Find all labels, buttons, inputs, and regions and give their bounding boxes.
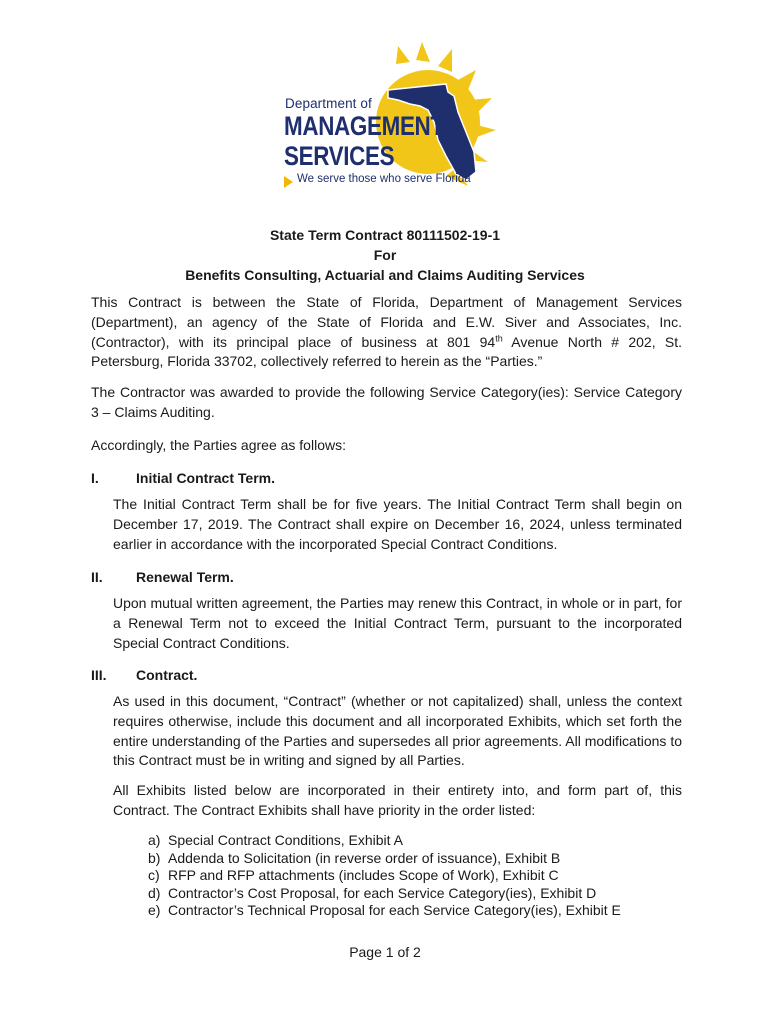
intro-text-part-1: This Contract is between the State of Florida, Department of Management Services (Department), an agency of the State of Florida and E.W. Siver and Associates, Inc. (Contractor), with its principal place of business at 801 94	[91, 294, 682, 350]
section-3-title: Contract.	[136, 667, 198, 683]
section-3-number: III.	[91, 667, 107, 683]
list-item	[148, 902, 688, 920]
dms-logo	[270, 40, 520, 190]
section-2-number: II.	[91, 569, 103, 585]
exhibit-letter: a)	[148, 832, 161, 848]
exhibit-list	[148, 832, 688, 920]
section-3-paragraph-2: All Exhibits listed below are incorporated in their entirety into, and form part of, this Contract. The Contract Exhibits shall have priority in the order listed:	[113, 782, 682, 818]
intro-paragraph-parties	[91, 293, 682, 372]
contract-title	[0, 225, 770, 285]
list-item	[148, 885, 688, 903]
section-2-title: Renewal Term.	[136, 569, 234, 585]
intro-text-part-2: Avenue North # 202, St. Petersburg, Florida 33702, collectively referred to herein as the “Parties.”	[91, 333, 682, 370]
exhibit-text: Special Contract Conditions, Exhibit A	[168, 832, 404, 848]
logo-tagline: We serve those who serve Florida	[297, 173, 471, 185]
section-1-paragraph: The Initial Contract Term shall be for five years. The Initial Contract Term shall begin on December 17, 2019. The Contract shall expire on December 16, 2024, unless terminated earlier in accordance with the incorporated Special Contract Conditions.	[113, 496, 682, 552]
exhibit-letter: e)	[148, 902, 161, 919]
title-line-1: State Term Contract 80111502-19-1	[269, 227, 501, 243]
section-2-paragraph: Upon mutual written agreement, the Parties may renew this Contract, in whole or in part, for a Renewal Term not to exceed the Initial Contract Term, pursuant to the incorporated Special Contract Conditions.	[113, 595, 682, 651]
exhibit-text: Contractor’s Technical Proposal for each Service Category(ies), Exhibit E	[168, 902, 621, 919]
list-item	[148, 832, 688, 850]
exhibit-letter: c)	[148, 867, 160, 884]
title-line-3: Benefits Consulting, Actuarial and Claims Auditing Services	[185, 267, 585, 283]
section-1-title: Initial Contract Term.	[136, 470, 275, 486]
section-1-number: I.	[91, 470, 99, 486]
logo-line-services: SERVICES	[284, 141, 395, 171]
logo-line-department: Department of	[285, 96, 372, 111]
exhibit-text: RFP and RFP attachments (includes Scope of Work), Exhibit C	[168, 867, 559, 884]
title-line-2: For	[373, 247, 397, 263]
list-item	[148, 850, 688, 868]
ordinal-suffix: th	[495, 332, 503, 343]
logo-line-management: MANAGEMENT	[284, 111, 444, 141]
intro-paragraph-service-category: The Contractor was awarded to provide the following Service Category(ies): Service Category 3 – Claims Auditing.	[91, 384, 682, 420]
exhibit-text: Addenda to Solicitation (in reverse order of issuance), Exhibit B	[168, 849, 561, 866]
exhibit-letter: b)	[148, 849, 161, 866]
play-arrow-icon	[284, 176, 293, 188]
exhibit-text: Contractor’s Cost Proposal, for each Service Category(ies), Exhibit D	[168, 884, 597, 901]
intro-paragraph-agreement: Accordingly, the Parties agree as follows:	[91, 437, 346, 453]
list-item	[148, 867, 688, 885]
section-3-paragraph-1: As used in this document, “Contract” (whether or not capitalized) shall, unless the context requires otherwise, include this document and all incorporated Exhibits, which set forth the entire understanding of the Parties and supersedes all prior agreements. All modifications to this Contract must be in writing and signed by all Parties.	[113, 693, 682, 769]
page-number: Page 1 of 2	[349, 944, 421, 960]
exhibit-letter: d)	[148, 884, 161, 901]
